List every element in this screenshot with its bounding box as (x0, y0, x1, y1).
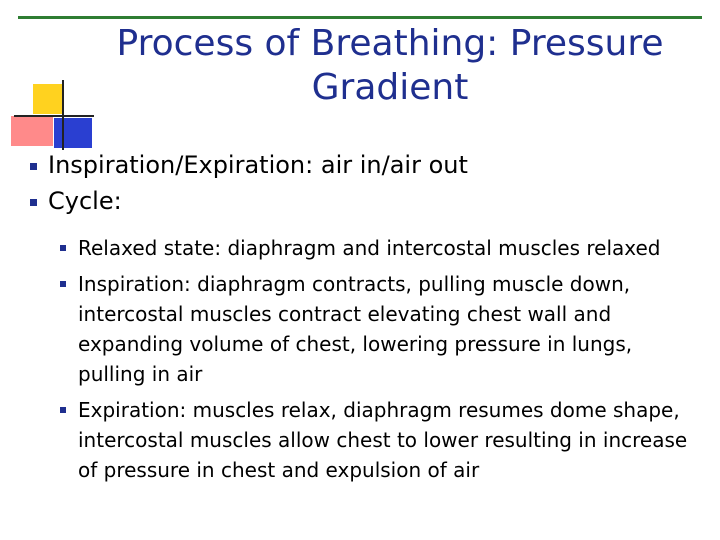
square-bullet-icon (60, 407, 66, 413)
bullet-text: Inspiration/Expiration: air in/air out (48, 151, 468, 179)
square-bullet-icon (30, 199, 37, 206)
slide-title (70, 22, 710, 110)
blue-square (54, 118, 92, 148)
title-line-1: Process of Breathing: Pressure (116, 23, 664, 64)
bullet-item (30, 186, 710, 216)
square-bullet-icon (60, 281, 66, 287)
red-square (11, 116, 53, 146)
top-rule (18, 16, 702, 19)
sub-bullet-text: Relaxed state: diaphragm and intercostal muscles relaxed (78, 236, 661, 260)
bullet-item (30, 150, 710, 180)
bullet-text: Cycle: (48, 187, 122, 215)
sub-bullet-text: Expiration: muscles relax, diaphragm resumes dome shape, intercostal muscles allow chest to lower resulting in increase of pressure in chest and expulsion of air (78, 398, 688, 482)
sub-bullet-list (60, 233, 700, 491)
sub-bullet-item (60, 233, 700, 263)
sub-bullet-text: Inspiration: diaphragm contracts, pulling muscle down, intercostal muscles contract elevating chest wall and expanding volume of chest, lowering pressure in lungs, pulling in air (78, 272, 633, 386)
yellow-square (33, 84, 63, 114)
sub-bullet-item (60, 269, 700, 389)
square-bullet-icon (30, 163, 37, 170)
horizontal-line (14, 115, 94, 117)
sub-bullet-item (60, 395, 700, 485)
bullet-list (30, 150, 710, 222)
title-line-2: Gradient (311, 67, 469, 108)
square-bullet-icon (60, 245, 66, 251)
